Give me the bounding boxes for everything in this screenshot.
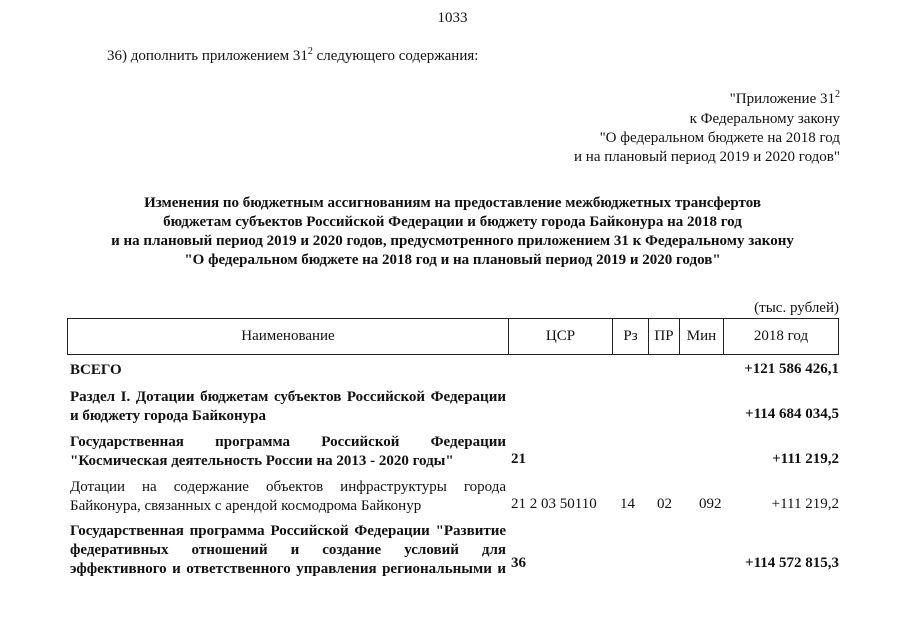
appendix-title: "Приложение 31 — [729, 91, 835, 107]
appendix-superscript: 2 — [835, 89, 840, 100]
header-year: 2018 год — [753, 328, 809, 344]
title-line: "О федеральном бюджете на 2018 год и на плановый период 2019 и 2020 годов" — [184, 252, 721, 268]
row-amount: +121 586 426,1 — [744, 361, 839, 377]
document-title — [100, 194, 805, 270]
row-name-line: федеративных отношений и создание условий для — [70, 542, 506, 558]
row-name — [70, 388, 506, 426]
row-name-line: Государственная программа Российской Федерации "Развитие — [70, 523, 506, 539]
amendment-superscript: 2 — [307, 46, 313, 57]
row-name — [70, 361, 506, 380]
row-pr: 02 — [657, 496, 672, 512]
row-name — [70, 478, 506, 516]
row-amount: +114 572 815,3 — [745, 555, 839, 571]
title-line: бюджетам субъектов Российской Федерации и бюджету города Байконура на 2018 год — [163, 214, 742, 230]
row-name-line: Раздел I. Дотации бюджетам субъектов Российской Федерации — [70, 389, 506, 405]
header-min: Мин — [680, 319, 724, 354]
row-amount: +111 219,2 — [771, 496, 839, 512]
row-name-line: Байконура, связанных с арендой космодрома Байконур — [70, 498, 422, 514]
row-csr: 21 — [511, 451, 526, 467]
appendix-header — [520, 90, 840, 167]
appendix-line-4: и на плановый период 2019 и 2020 годов" — [574, 149, 840, 165]
row-name — [70, 433, 506, 471]
row-name-line: Государственная программа Российской Федерации — [70, 434, 506, 450]
header-csr: ЦСР — [509, 319, 613, 354]
row-name-line: эффективного и ответственного управления региональными и — [70, 561, 506, 577]
header-pr: ПР — [649, 319, 680, 354]
header-rz: Рз — [613, 319, 649, 354]
row-amount: +111 219,2 — [772, 451, 839, 467]
row-csr: 36 — [511, 555, 526, 571]
row-name — [70, 522, 506, 579]
row-min: 092 — [699, 496, 722, 512]
row-name-line: и бюджету города Байконура — [70, 408, 267, 424]
header-name: Наименование — [68, 319, 509, 354]
row-rz: 14 — [620, 496, 635, 512]
appendix-line-3: "О федеральном бюджете на 2018 год — [599, 130, 840, 146]
table-header — [67, 318, 839, 355]
appendix-line-1 — [520, 90, 840, 110]
page-number: 1033 — [437, 10, 468, 26]
row-name-line: Дотации на содержание объектов инфраструктуры города — [70, 479, 506, 495]
row-amount: +114 684 034,5 — [745, 406, 839, 422]
title-line: и на плановый период 2019 и 2020 годов, предусмотренного приложением 31 к Федеральному закону — [111, 233, 794, 249]
units-label: (тыс. рублей) — [754, 300, 839, 316]
amendment-prefix: 36) дополнить приложением 31 — [107, 48, 308, 64]
row-name-line: "Космическая деятельность России на 2013 - 2020 годы" — [70, 453, 454, 469]
amendment-suffix: следующего содержания: — [312, 48, 479, 64]
row-name-line: ВСЕГО — [70, 362, 122, 378]
amendment-line — [107, 48, 478, 65]
title-line: Изменения по бюджетным ассигнованиям на предоставление межбюджетных трансфертов — [144, 195, 761, 211]
row-csr: 21 2 03 50110 — [511, 496, 597, 512]
appendix-line-2: к Федеральному закону — [689, 111, 840, 127]
